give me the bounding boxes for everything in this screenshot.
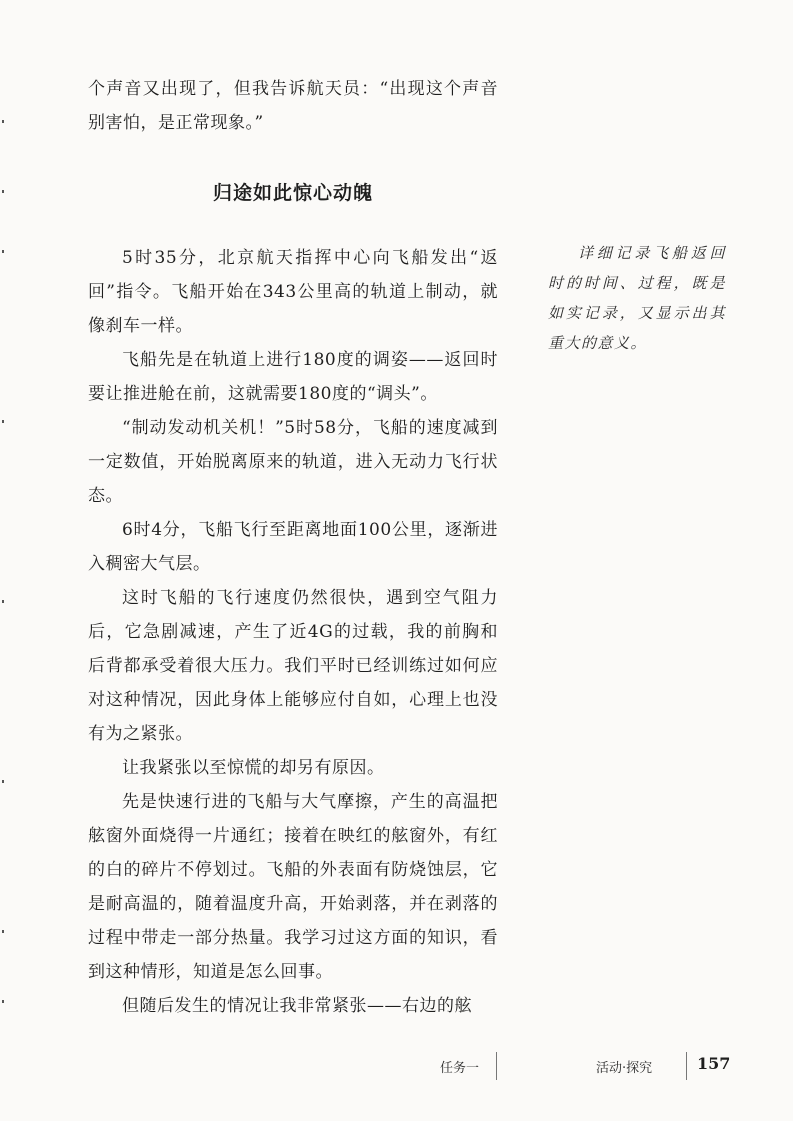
body-paragraph: 5时35分，北京航天指挥中心向飞船发出“返回”指令。飞船开始在343公里高的轨道上制动，就像刹车一样。 <box>88 248 498 336</box>
footer-divider <box>496 1052 497 1080</box>
body-paragraph: 但随后发生的情况让我非常紧张——右边的舷 <box>122 996 472 1016</box>
margin-annotation: 详细记录飞船返回时的时间、过程，既是如实记录，又显示出其重大的意义。 <box>548 244 726 352</box>
main-text-column <box>88 72 498 1023</box>
scan-edge-mark <box>2 120 4 123</box>
scan-edge-mark <box>2 930 4 933</box>
scan-edge-mark <box>2 250 4 253</box>
body-paragraph: 飞船先是在轨道上进行180度的调姿——返回时要让推进舱在前，这就需要180度的“调头”。 <box>88 350 498 404</box>
intro-paragraph: 个声音又出现了，但我告诉航天员：“出现这个声音别害怕，是正常现象。” <box>88 79 498 133</box>
body-paragraph: 先是快速行进的飞船与大气摩擦，产生的高温把舷窗外面烧得一片通红；接着在映红的舷窗外，有红的白的碎片不停划过。飞船的外表面有防烧蚀层，它是耐高温的，随着温度升高，开始剥落，并在剥落的过程中带走一部分热量。我学习过这方面的知识，看到这种情形，知道是怎么回事。 <box>88 792 498 982</box>
page-number: 157 <box>697 1054 731 1073</box>
scan-edge-mark <box>2 600 4 603</box>
body-paragraph: 6时4分，飞船飞行至距离地面100公里，逐渐进入稠密大气层。 <box>88 520 498 574</box>
body-paragraph: 这时飞船的飞行速度仍然很快，遇到空气阻力后，它急剧减速，产生了近4G的过载，我的前胸和后背都承受着很大压力。我们平时已经训练过如何应对这种情况，因此身体上能够应付自如，心理上也没有为之紧张。 <box>88 588 498 744</box>
section-heading: 归途如此惊心动魄 <box>212 182 373 204</box>
body-paragraph: “制动发动机关机！”5时58分，飞船的速度减到一定数值，开始脱离原来的轨道，进入无动力飞行状态。 <box>88 418 498 506</box>
footer-divider <box>686 1052 687 1080</box>
footer-activity-label: 活动·探究 <box>596 1061 653 1076</box>
scan-edge-mark <box>2 420 4 423</box>
scan-edge-mark <box>2 190 4 193</box>
scan-edge-mark <box>2 1000 4 1003</box>
footer-task-label: 任务一 <box>440 1061 480 1076</box>
body-paragraph: 让我紧张以至惊慌的却另有原因。 <box>122 758 385 778</box>
scan-edge-mark <box>2 780 4 783</box>
